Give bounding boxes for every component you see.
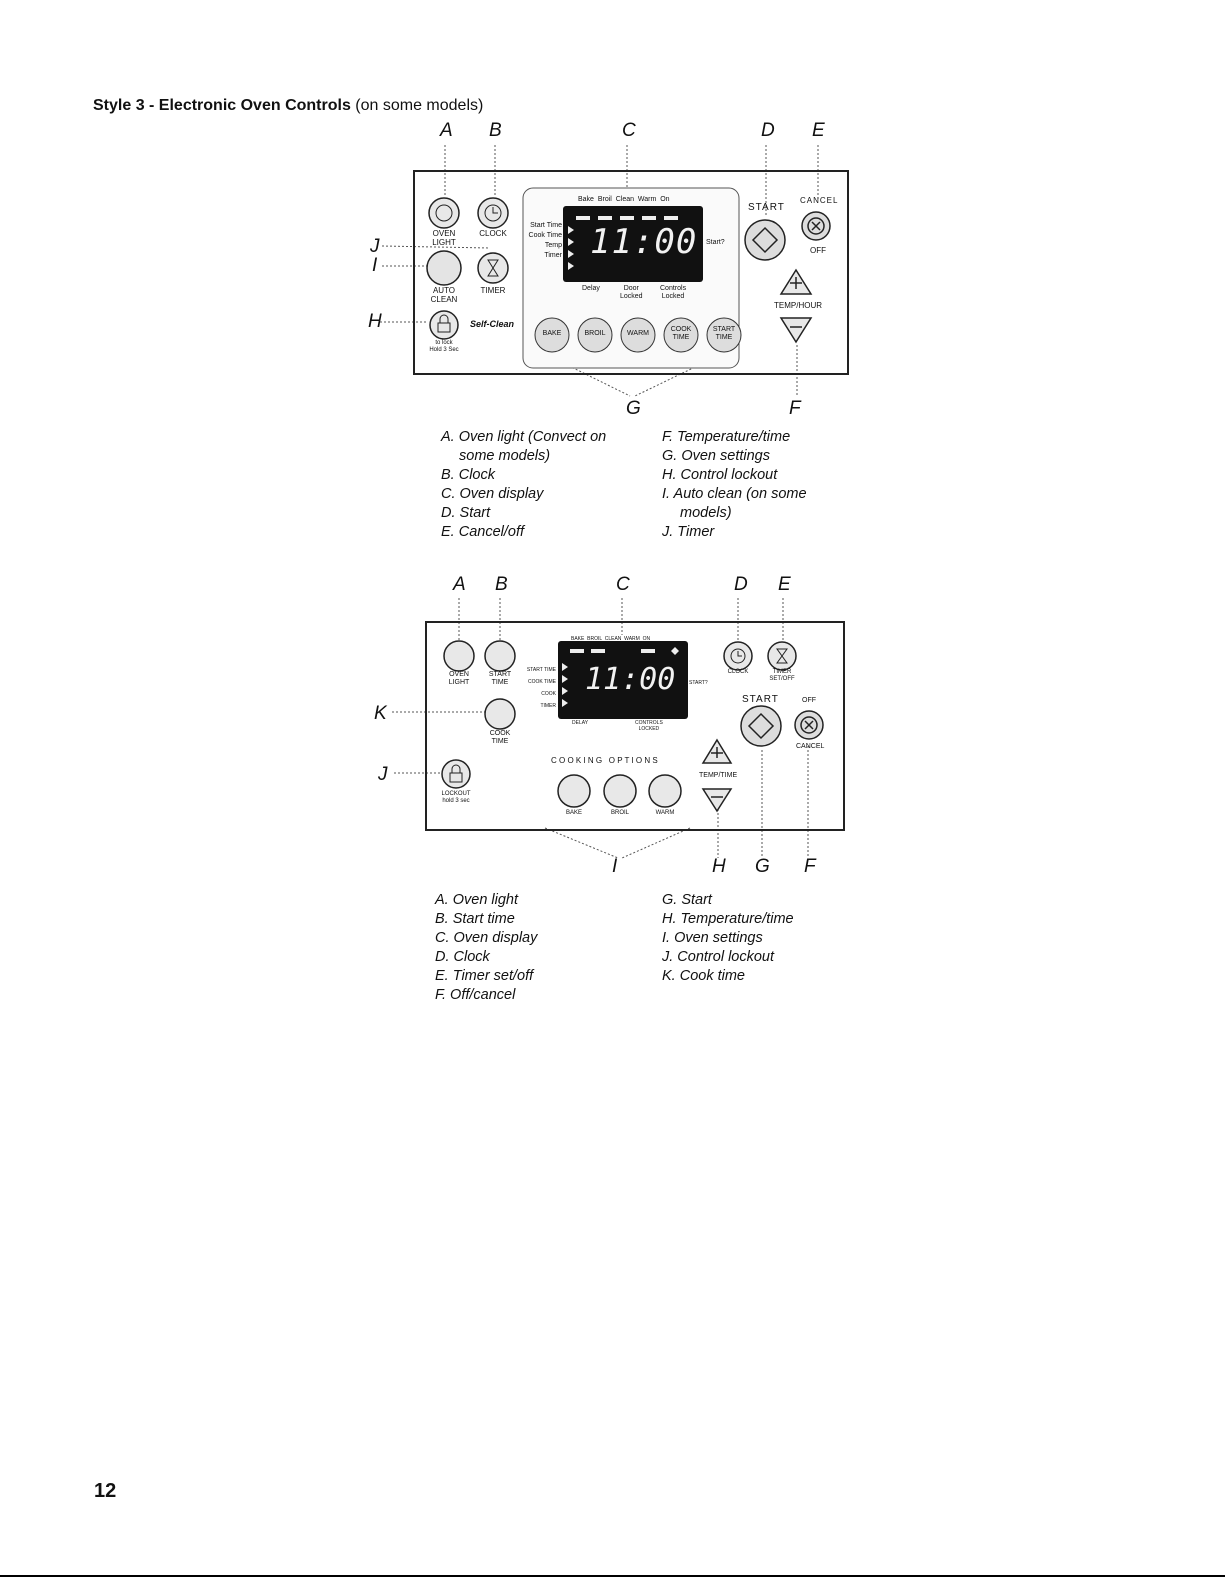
callout-a-2: A: [453, 574, 466, 595]
legend-2-right: G. Start H. Temperature/time I. Oven settings J. Control lockout K. Cook time: [662, 892, 794, 984]
display-start-q-1: Start?: [706, 239, 725, 246]
callout-j-2: J: [378, 764, 388, 785]
display-left-labels-2: START TIME COOK TIME COOK TIMER: [526, 667, 556, 709]
callout-g-2: G: [755, 856, 770, 877]
temp-down-button-1[interactable]: [781, 318, 811, 342]
temp-down-button-2[interactable]: [703, 789, 731, 811]
cancel-button-1[interactable]: [802, 212, 830, 240]
page-number: 12: [94, 1480, 117, 1502]
cancel-button-2[interactable]: [795, 711, 823, 739]
start-label-2: START: [742, 694, 779, 705]
callout-g: G: [626, 398, 641, 419]
cook-time-label-2: COOK TIME: [489, 730, 511, 745]
callout-c: C: [622, 120, 636, 141]
display-time-2: 11:00: [585, 662, 676, 697]
display-time-1: 11:00: [590, 222, 698, 262]
setting-warm-label: WARM: [627, 330, 649, 337]
clock-label: CLOCK: [479, 229, 507, 238]
heading-normal: (on some models): [350, 97, 484, 114]
setting-buttons-2: [558, 775, 681, 807]
callout-h: H: [368, 311, 382, 332]
setting-warm-label-2: WARM: [655, 810, 675, 816]
legend-1-left: A. Oven light (Convect on some models) B. Clock C. Oven display D. Start E. Cancel/off: [441, 429, 607, 540]
display-door-locked-1: Door Locked: [620, 285, 643, 300]
temp-time-label-2: TEMP/TIME: [699, 772, 738, 779]
clock-button-2[interactable]: [724, 642, 752, 670]
setting-start-time-label: START TIME: [712, 326, 736, 341]
start-button-2[interactable]: [741, 706, 781, 746]
oven-light-button[interactable]: [429, 198, 459, 228]
setting-bake-label-2: BAKE: [565, 810, 582, 816]
timer-button[interactable]: [478, 253, 508, 283]
off-label-1: OFF: [810, 246, 826, 255]
legend-1-right: F. Temperature/time G. Oven settings H. Control lockout I. Auto clean (on some models) J. Timer: [662, 429, 807, 540]
callout-d-2: D: [734, 574, 748, 595]
display-top-labels-2: BAKE BROIL CLEAN WARM ON: [571, 636, 651, 642]
display-top-labels-1: Bake Broil Clean Warm On: [578, 196, 670, 203]
callout-j: J: [370, 236, 380, 257]
temp-up-button-2[interactable]: [703, 740, 731, 763]
setting-broil-label-2: BROIL: [610, 810, 629, 816]
clock-label-2: CLOCK: [727, 669, 749, 675]
callout-d: D: [761, 120, 775, 141]
timer-button-2[interactable]: [768, 642, 796, 670]
callout-a: A: [440, 120, 453, 141]
display-delay-2: DELAY: [572, 720, 589, 726]
display-controls-locked-1: Controls Locked: [660, 285, 687, 300]
callout-f-2: F: [804, 856, 816, 877]
lock-button[interactable]: [430, 311, 458, 339]
cooking-options-label: C O O K I N G O P T I O N S: [551, 756, 658, 765]
temp-up-button-1[interactable]: [781, 270, 811, 294]
clock-button[interactable]: [478, 198, 508, 228]
timer-label: TIMER: [480, 286, 506, 295]
callout-k-2: K: [374, 703, 387, 724]
callout-e: E: [812, 120, 825, 141]
start-button-1[interactable]: [745, 220, 785, 260]
oven-light-label: OVEN LIGHT: [432, 229, 456, 247]
auto-clean-button[interactable]: [427, 251, 461, 285]
callout-e-2: E: [778, 574, 791, 595]
callout-b: B: [489, 120, 502, 141]
display-start-q-2: START?: [689, 680, 708, 686]
callout-c-2: C: [616, 574, 630, 595]
display-left-labels-1: Start Time Cook Time Temp Timer: [528, 222, 562, 259]
auto-clean-label: AUTO CLEAN: [430, 286, 458, 304]
display-delay-1: Delay: [582, 285, 600, 292]
callout-i-2: I: [612, 856, 618, 877]
lockout-button-2[interactable]: [442, 760, 470, 788]
cook-time-button-2[interactable]: [485, 699, 515, 729]
setting-cook-time-label: COOK TIME: [670, 326, 692, 341]
callout-i: I: [372, 255, 378, 276]
setting-broil-label: BROIL: [584, 330, 606, 337]
callout-b-2: B: [495, 574, 508, 595]
legend-2-left: A. Oven light B. Start time C. Oven display D. Clock E. Timer set/off F. Off/cancel: [435, 892, 538, 1003]
temp-hour-label: TEMP/HOUR: [774, 301, 822, 310]
cancel-label-2: CANCEL: [796, 743, 825, 750]
display-controls-locked-2: CONTROLS LOCKED: [635, 720, 663, 732]
off-label-2: OFF: [802, 697, 816, 704]
bottom-rule: [0, 1575, 1225, 1577]
lockout-label-2: LOCKOUT hold 3 sec: [441, 791, 471, 804]
callout-f: F: [789, 398, 801, 419]
oven-light-label-2: OVEN LIGHT: [448, 671, 470, 686]
lock-label: to lock Hold 3 Sec: [429, 340, 459, 353]
start-time-button-2[interactable]: [485, 641, 515, 671]
start-label-1: START: [748, 202, 785, 213]
setting-bake-label: BAKE: [542, 330, 562, 337]
start-time-label-2: START TIME: [488, 671, 512, 686]
callout-h-2: H: [712, 856, 726, 877]
oven-light-button-2[interactable]: [444, 641, 474, 671]
self-clean-label: Self-Clean: [470, 319, 515, 329]
cancel-label-1: CANCEL: [800, 196, 839, 205]
heading-bold: Style 3 - Electronic Oven Controls: [93, 97, 351, 114]
timer-label-2: TIMER SET/OFF: [769, 669, 795, 682]
